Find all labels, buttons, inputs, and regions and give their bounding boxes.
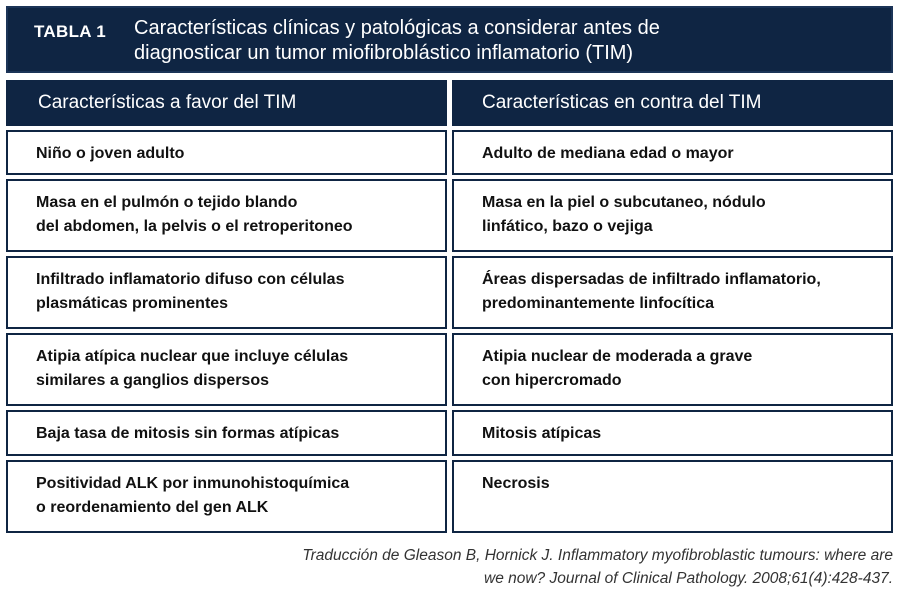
table-cell-contra: Necrosis: [452, 460, 893, 533]
table-title-bar: [6, 6, 893, 73]
table-cell-favor: Infiltrado inflamatorio difuso con células plasmáticas prominentes: [6, 256, 447, 329]
table-label: TABLA 1: [34, 22, 106, 41]
table-cell-contra: Adulto de mediana edad o mayor: [452, 130, 893, 175]
table-cell-contra: Atipia nuclear de moderada a grave con hipercromado: [452, 333, 893, 406]
column-header-contra: [452, 80, 893, 126]
source-caption-line-2: we now? Journal of Clinical Pathology. 2008;61(4):428-437.: [484, 570, 893, 587]
table-cell-contra: Mitosis atípicas: [452, 410, 893, 456]
table-cell-contra: Masa en la piel o subcutaneo, nódulo linfático, bazo o vejiga: [452, 179, 893, 252]
table-cell-favor: Baja tasa de mitosis sin formas atípicas: [6, 410, 447, 456]
table-cell-favor: Atipia atípica nuclear que incluye células similares a ganglios dispersos: [6, 333, 447, 406]
table-cell-favor: Niño o joven adulto: [6, 130, 447, 175]
column-header-favor: [6, 80, 447, 126]
column-header-favor-label: Características a favor del TIM: [38, 92, 297, 113]
table-title-line-2: diagnosticar un tumor miofibroblástico inflamatorio (TIM): [134, 42, 634, 64]
table-cell-favor: Masa en el pulmón o tejido blando del abdomen, la pelvis o el retroperitoneo: [6, 179, 447, 252]
source-caption-line-1: Traducción de Gleason B, Hornick J. Inflammatory myofibroblastic tumours: where are: [302, 547, 893, 564]
table-cell-favor: Positividad ALK por inmunohistoquímica o reordenamiento del gen ALK: [6, 460, 447, 533]
table-title-line-1: Características clínicas y patológicas a considerar antes de: [134, 17, 660, 39]
table-title: [134, 16, 874, 66]
column-header-contra-label: Características en contra del TIM: [482, 92, 762, 113]
table-cell-contra: Áreas dispersadas de infiltrado inflamatorio, predominantemente linfocítica: [452, 256, 893, 329]
source-caption: [173, 544, 893, 590]
